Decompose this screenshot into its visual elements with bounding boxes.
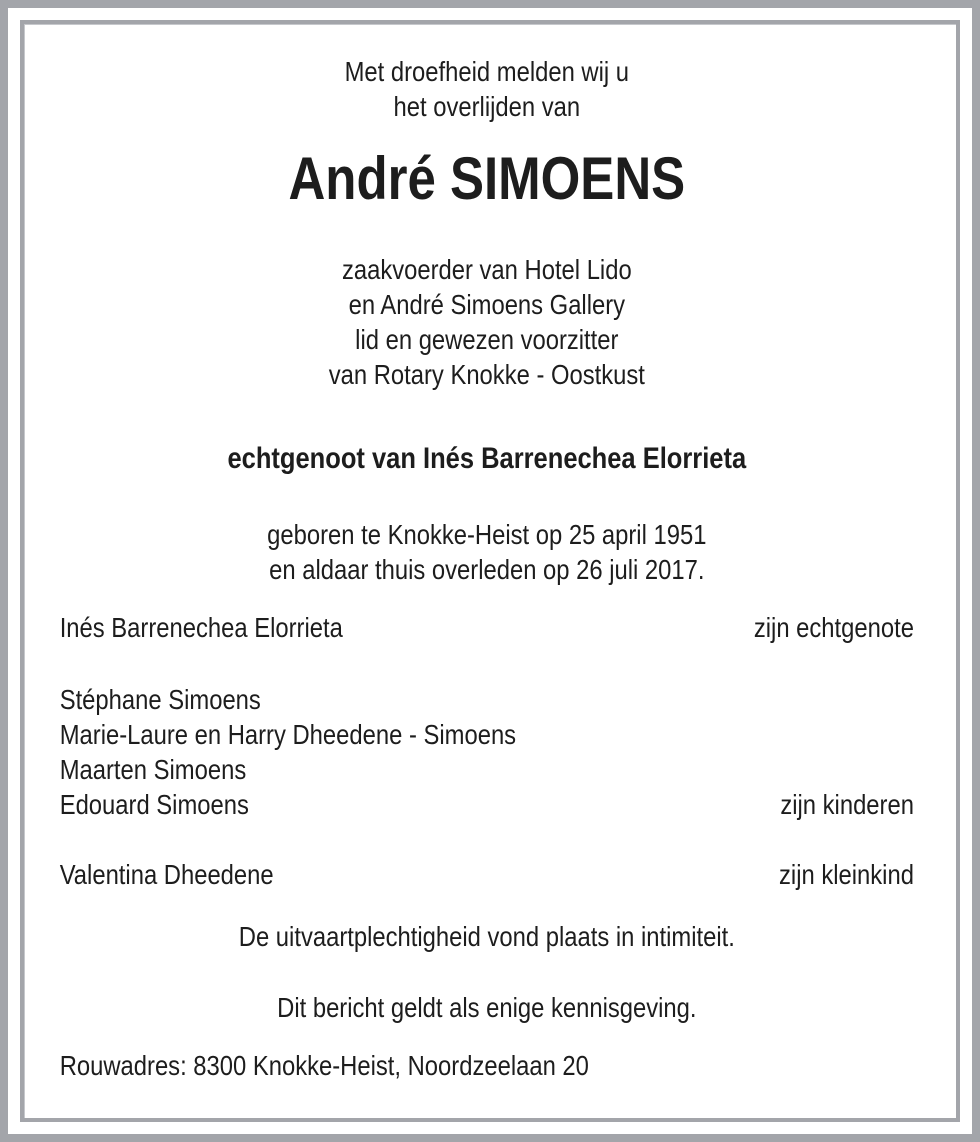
relative-row-grandchild — [60, 857, 914, 892]
relative-name: Marie-Laure en Harry Dheedene - Simoens — [59, 719, 517, 750]
relative-row-children — [60, 787, 914, 822]
ceremony-line: De uitvaartplechtigheid vond plaats in intimiteit. — [238, 921, 735, 952]
notice-body — [24, 24, 956, 1083]
title-line-4: van Rotary Knokke - Oostkust — [328, 359, 645, 390]
title-line-3: lid en gewezen voorzitter — [355, 324, 619, 355]
intro-line-1: Met droefheid melden wij u — [344, 56, 630, 87]
title-line-2: en André Simoens Gallery — [348, 289, 626, 320]
relative-name: Valentina Dheedene — [59, 859, 274, 890]
deceased-name: André SIMOENS — [288, 145, 686, 212]
relation-label: zijn kinderen — [780, 789, 914, 820]
death-line: en aldaar thuis overleden op 26 juli 2017. — [269, 554, 705, 585]
life-dates — [60, 517, 914, 587]
birth-line: geboren te Knokke-Heist op 25 april 1951 — [267, 519, 707, 550]
relative-name: Inés Barrenechea Elorrieta — [59, 612, 343, 643]
relation-label: zijn echtgenote — [753, 612, 914, 643]
relative-row-spouse — [60, 610, 914, 645]
mourning-address: Rouwadres: 8300 Knokke-Heist, Noordzeelaan 20 — [59, 1050, 589, 1081]
relation-label: zijn kleinkind — [779, 859, 914, 890]
spouse-line: echtgenoot van Inés Barrenechea Elorrieta — [227, 442, 747, 475]
relative-name: Edouard Simoens — [59, 789, 249, 820]
intro-line-2: het overlijden van — [393, 91, 581, 122]
relative-group-children — [60, 682, 914, 822]
relative-name: Maarten Simoens — [59, 754, 247, 785]
inner-border — [20, 20, 960, 1122]
only-notice-line: Dit bericht geldt als enige kennisgeving. — [277, 992, 697, 1023]
relative-name: Stéphane Simoens — [59, 684, 261, 715]
deceased-titles — [60, 252, 914, 392]
title-line-1: zaakvoerder van Hotel Lido — [341, 254, 632, 285]
